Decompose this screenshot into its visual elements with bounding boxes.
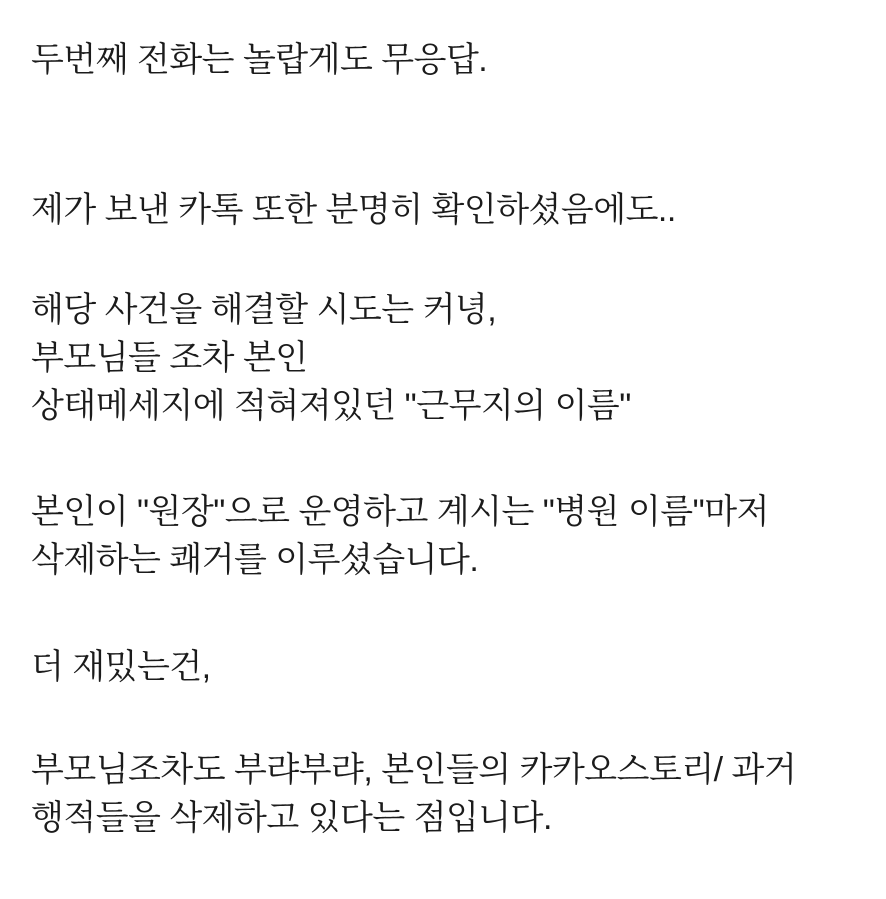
- paragraph-5: [31, 643, 866, 691]
- text-line: 행적들을 삭제하고 있다는 점입니다.: [31, 799, 552, 837]
- text-line: 두번째 전화는 놀랍게도 무응답.: [31, 41, 488, 79]
- text-line: 제가 보낸 카톡 또한 분명히 확인하셨음에도..: [31, 191, 676, 229]
- text-line: 본인이 "원장"으로 운영하고 계시는 "병원 이름"마저: [31, 493, 769, 531]
- text-line: 상태메세지에 적혀져있던 "근무지의 이름": [31, 387, 631, 425]
- text-line: 부모님조차도 부랴부랴, 본인들의 카카오스토리/ 과거: [31, 751, 797, 789]
- text-line: 더 재밌는건,: [31, 648, 211, 686]
- paragraph-6: [31, 746, 866, 842]
- paragraph-2: [31, 186, 866, 234]
- text-line: 부모님들 조차 본인: [31, 339, 308, 377]
- text-post: [31, 0, 866, 842]
- paragraph-3: [31, 286, 866, 430]
- text-line: 해당 사건을 해결할 시도는 커녕,: [31, 291, 497, 329]
- text-line: 삭제하는 쾌거를 이루셨습니다.: [31, 541, 479, 579]
- paragraph-4: [31, 488, 866, 584]
- paragraph-1: [31, 36, 866, 84]
